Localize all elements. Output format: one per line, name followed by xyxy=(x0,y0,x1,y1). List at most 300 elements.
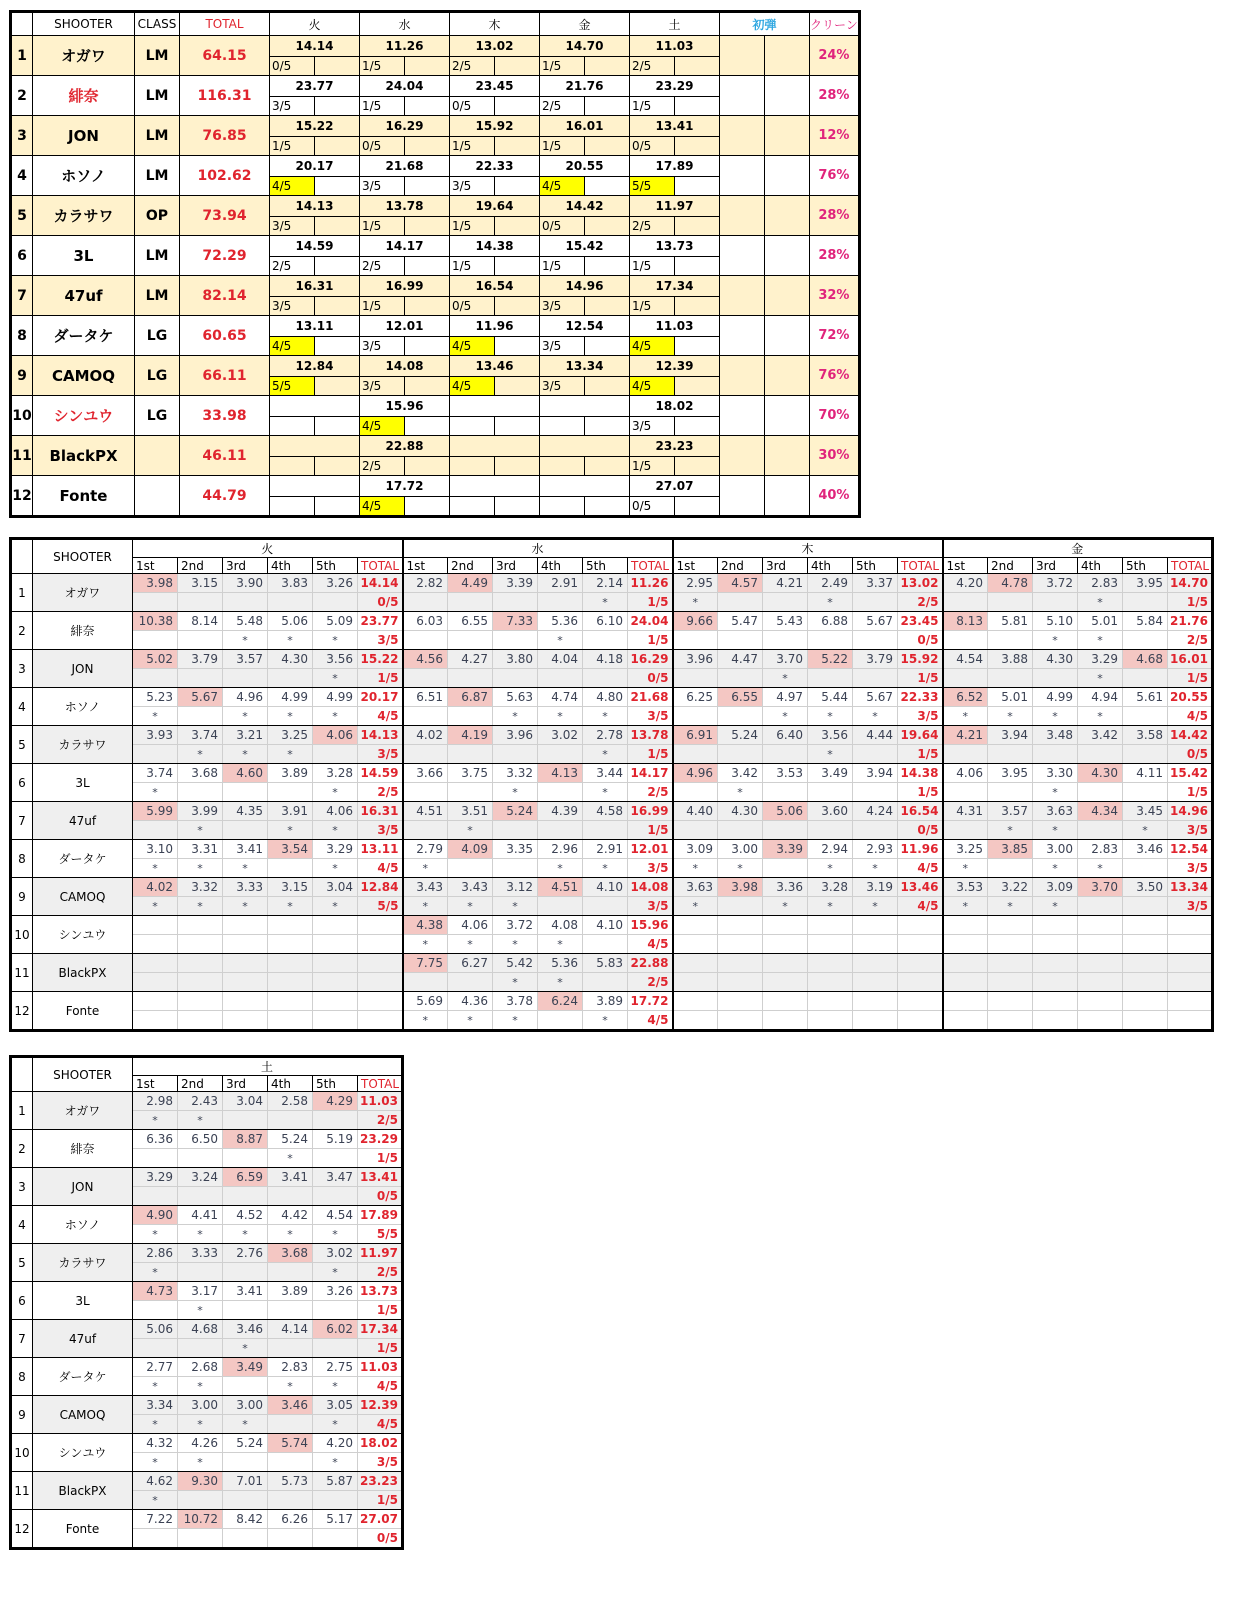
row-number: 4 xyxy=(11,156,33,196)
shot-time xyxy=(1078,954,1123,973)
shot-hit-mark: * xyxy=(673,897,718,916)
row-number: 9 xyxy=(11,356,33,396)
day-time: 23.23 xyxy=(630,436,720,457)
shot-column-header: 3rd xyxy=(493,558,538,574)
shooter-class: LG xyxy=(135,316,180,356)
shot-time: 4.44 xyxy=(853,726,898,745)
shot-hit-mark xyxy=(403,745,448,764)
shot-time xyxy=(673,916,718,935)
shot-hit-mark xyxy=(223,1529,268,1549)
shot-time: 2.83 xyxy=(1078,574,1123,593)
shooter-name: オガワ xyxy=(33,574,133,612)
shot-hit-mark xyxy=(583,897,628,916)
detail-row xyxy=(11,612,1213,631)
day-hits: 1/5 xyxy=(360,217,405,236)
day-blank xyxy=(675,217,720,236)
shot-time: 3.79 xyxy=(853,650,898,669)
shooter-name: 3L xyxy=(33,1282,133,1320)
day-total: 21.76 xyxy=(1168,612,1213,631)
shot-hit-mark xyxy=(538,897,583,916)
shooter-name: 47uf xyxy=(33,1320,133,1358)
day-time xyxy=(450,476,540,497)
shot-hit-mark xyxy=(1123,631,1168,650)
shooter-total: 116.31 xyxy=(180,76,270,116)
shot-hit-mark xyxy=(943,631,988,650)
shot-time xyxy=(808,916,853,935)
day-blank xyxy=(675,337,720,356)
header-num xyxy=(11,539,33,574)
day-total: 13.41 xyxy=(358,1168,403,1187)
shot-time: 4.52 xyxy=(223,1206,268,1225)
shot-hit-mark xyxy=(808,669,853,688)
shot-hit-mark: * xyxy=(313,1415,358,1434)
row-number: 8 xyxy=(11,840,33,878)
day-blank xyxy=(315,417,360,436)
shot-column-header: TOTAL xyxy=(1168,558,1213,574)
day-hits: 1/5 xyxy=(270,137,315,156)
shot-time: 3.31 xyxy=(178,840,223,859)
shot-hit-mark xyxy=(178,593,223,612)
day-hits: 3/5 xyxy=(1168,859,1213,878)
shot-hit-mark xyxy=(313,745,358,764)
day-hits: 3/5 xyxy=(358,821,403,840)
day-time xyxy=(450,436,540,457)
shot-hit-mark: * xyxy=(178,897,223,916)
day-time: 22.88 xyxy=(360,436,450,457)
day-blank xyxy=(315,497,360,517)
shot-hit-mark xyxy=(223,1301,268,1320)
shot-hit-mark xyxy=(133,745,178,764)
shot-hit-mark: * xyxy=(178,1301,223,1320)
shot-time: 3.39 xyxy=(493,574,538,593)
shot-time: 8.13 xyxy=(943,612,988,631)
shooter-name: Fonte xyxy=(33,1510,133,1549)
first-shot-b xyxy=(765,396,810,436)
shot-hit-mark xyxy=(268,859,313,878)
shot-time: 4.18 xyxy=(583,650,628,669)
shot-time: 4.96 xyxy=(223,688,268,707)
shot-time: 10.38 xyxy=(133,612,178,631)
shot-hit-mark xyxy=(268,1263,313,1282)
day-total: 13.78 xyxy=(628,726,673,745)
shot-hit-mark xyxy=(808,935,853,954)
first-shot-a xyxy=(720,116,765,156)
shot-time: 4.34 xyxy=(1078,802,1123,821)
shot-hit-mark xyxy=(313,593,358,612)
shot-time: 2.94 xyxy=(808,840,853,859)
shooter-name: ダータケ xyxy=(33,316,135,356)
shot-hit-mark xyxy=(763,1011,808,1031)
shot-time xyxy=(853,954,898,973)
detail-row xyxy=(11,954,1213,973)
row-number: 7 xyxy=(11,1320,33,1358)
shot-hit-mark: * xyxy=(403,1011,448,1031)
shot-column-header: 3rd xyxy=(763,558,808,574)
shot-time: 3.17 xyxy=(178,1282,223,1301)
shot-hit-mark xyxy=(583,935,628,954)
day-time: 20.55 xyxy=(540,156,630,177)
shot-hit-mark xyxy=(403,821,448,840)
shot-hit-mark xyxy=(223,1263,268,1282)
shot-hit-mark: * xyxy=(268,1377,313,1396)
shot-hit-mark xyxy=(313,1491,358,1510)
shot-time: 3.45 xyxy=(1123,802,1168,821)
day-blank xyxy=(585,177,630,196)
shot-time: 3.49 xyxy=(808,764,853,783)
shot-hit-mark: * xyxy=(538,631,583,650)
shot-time: 4.08 xyxy=(538,916,583,935)
shot-time: 3.99 xyxy=(178,802,223,821)
header-day: 木 xyxy=(450,12,540,36)
first-shot-b xyxy=(765,436,810,476)
day-hits: 3/5 xyxy=(1168,821,1213,840)
shot-time: 5.73 xyxy=(268,1472,313,1491)
day-total: 18.02 xyxy=(358,1434,403,1453)
shot-hit-mark xyxy=(583,631,628,650)
shot-time: 3.33 xyxy=(178,1244,223,1263)
shot-column-header: 5th xyxy=(1123,558,1168,574)
shot-time: 3.26 xyxy=(313,574,358,593)
shot-hit-mark xyxy=(988,669,1033,688)
shot-time: 5.67 xyxy=(178,688,223,707)
shot-time xyxy=(313,916,358,935)
shooter-name: シンユウ xyxy=(33,396,135,436)
day-time: 18.02 xyxy=(630,396,720,417)
day-hits: 4/5 xyxy=(358,707,403,726)
day-total: 15.22 xyxy=(358,650,403,669)
row-number: 3 xyxy=(11,1168,33,1206)
shot-hit-mark: * xyxy=(493,935,538,954)
shot-hit-mark: * xyxy=(178,1377,223,1396)
day-total xyxy=(1168,992,1213,1011)
day-blank xyxy=(405,177,450,196)
shot-time: 3.28 xyxy=(808,878,853,897)
shooter-name: ホソノ xyxy=(33,1206,133,1244)
day-time xyxy=(450,396,540,417)
shot-hit-mark xyxy=(718,973,763,992)
day-hits: 2/5 xyxy=(270,257,315,276)
day-total xyxy=(1168,954,1213,973)
shot-time: 4.51 xyxy=(403,802,448,821)
shot-time: 3.47 xyxy=(313,1168,358,1187)
day-total: 16.31 xyxy=(358,802,403,821)
shot-time: 4.41 xyxy=(178,1206,223,1225)
header-clean: クリーン xyxy=(810,12,860,36)
shot-hit-mark xyxy=(1033,1011,1078,1031)
shot-hit-mark: * xyxy=(313,1453,358,1472)
shot-time: 5.22 xyxy=(808,650,853,669)
shot-time xyxy=(313,992,358,1011)
day-total: 13.73 xyxy=(358,1282,403,1301)
day-blank xyxy=(495,257,540,276)
day-blank xyxy=(405,97,450,116)
day-hits: 0/5 xyxy=(540,217,585,236)
shot-hit-mark xyxy=(808,631,853,650)
shot-column-header: 2nd xyxy=(448,558,493,574)
shot-time: 4.32 xyxy=(133,1434,178,1453)
shot-hit-mark xyxy=(988,593,1033,612)
shooter-name: JON xyxy=(33,116,135,156)
day-hits: 3/5 xyxy=(540,377,585,396)
day-hits: 4/5 xyxy=(898,859,943,878)
shot-hit-mark: * xyxy=(853,859,898,878)
shot-time: 4.06 xyxy=(313,726,358,745)
shot-time: 2.82 xyxy=(403,574,448,593)
shot-time xyxy=(268,916,313,935)
shot-hit-mark: * xyxy=(853,897,898,916)
shot-hit-mark xyxy=(853,593,898,612)
day-total: 11.03 xyxy=(358,1092,403,1111)
shot-time: 5.24 xyxy=(223,1434,268,1453)
row-number: 3 xyxy=(11,116,33,156)
day-hits: 4/5 xyxy=(450,337,495,356)
shooter-class: LM xyxy=(135,76,180,116)
shot-hit-mark xyxy=(268,1453,313,1472)
shot-hit-mark: * xyxy=(133,783,178,802)
shot-time: 3.68 xyxy=(178,764,223,783)
day-hits: 5/5 xyxy=(358,1225,403,1244)
shot-time: 9.66 xyxy=(673,612,718,631)
shot-hit-mark xyxy=(133,821,178,840)
day-hits: 2/5 xyxy=(628,783,673,802)
shot-time: 3.19 xyxy=(853,878,898,897)
detail-row xyxy=(11,726,1213,745)
shot-hit-mark xyxy=(448,973,493,992)
shot-hit-mark xyxy=(763,821,808,840)
shot-hit-mark xyxy=(133,935,178,954)
day-total: 15.92 xyxy=(898,650,943,669)
shot-time: 3.00 xyxy=(178,1396,223,1415)
shooter-name: 緋奈 xyxy=(33,612,133,650)
clean-rate: 28% xyxy=(810,76,860,116)
day-total: 11.03 xyxy=(358,1358,403,1377)
day-blank xyxy=(585,337,630,356)
shot-time: 2.76 xyxy=(223,1244,268,1263)
shot-hit-mark xyxy=(1078,1011,1123,1031)
shot-time: 3.63 xyxy=(1033,802,1078,821)
shot-hit-mark xyxy=(853,669,898,688)
day-blank xyxy=(585,497,630,517)
shot-hit-mark xyxy=(1078,745,1123,764)
shot-column-header: 1st xyxy=(133,558,178,574)
shot-time xyxy=(718,916,763,935)
day-blank xyxy=(495,337,540,356)
shot-time: 4.57 xyxy=(718,574,763,593)
shot-time: 4.06 xyxy=(448,916,493,935)
shot-hit-mark xyxy=(673,707,718,726)
shot-hit-mark: * xyxy=(493,783,538,802)
shot-hit-mark: * xyxy=(763,707,808,726)
day-total: 13.02 xyxy=(898,574,943,593)
shot-time: 4.96 xyxy=(673,764,718,783)
shooter-name: ホソノ xyxy=(33,156,135,196)
shot-time xyxy=(1033,992,1078,1011)
shot-hit-mark xyxy=(268,935,313,954)
shot-time: 3.79 xyxy=(178,650,223,669)
first-shot-a xyxy=(720,276,765,316)
shot-time: 3.37 xyxy=(853,574,898,593)
row-number: 2 xyxy=(11,1130,33,1168)
header-day: 火 xyxy=(270,12,360,36)
shot-time: 3.44 xyxy=(583,764,628,783)
shooter-total: 64.15 xyxy=(180,36,270,76)
shot-hit-mark: * xyxy=(313,859,358,878)
day-blank xyxy=(675,57,720,76)
shot-hit-mark xyxy=(178,935,223,954)
shot-hit-mark xyxy=(403,631,448,650)
shot-time: 2.86 xyxy=(133,1244,178,1263)
day-time: 16.29 xyxy=(360,116,450,137)
shot-hit-mark xyxy=(268,1491,313,1510)
day-total: 17.34 xyxy=(358,1320,403,1339)
shot-time: 4.47 xyxy=(718,650,763,669)
shot-time: 3.35 xyxy=(493,840,538,859)
shot-time: 7.75 xyxy=(403,954,448,973)
day-blank xyxy=(675,137,720,156)
shot-hit-mark xyxy=(268,1529,313,1549)
shot-hit-mark xyxy=(493,631,538,650)
first-shot-b xyxy=(765,316,810,356)
shot-time: 5.09 xyxy=(313,612,358,631)
shot-hit-mark xyxy=(493,821,538,840)
clean-rate: 76% xyxy=(810,356,860,396)
shot-time: 3.48 xyxy=(1033,726,1078,745)
shot-column-header: TOTAL xyxy=(358,1076,403,1092)
shot-time: 3.94 xyxy=(853,764,898,783)
day-hits: 5/5 xyxy=(358,897,403,916)
shot-hit-mark: * xyxy=(718,859,763,878)
shooter-name: CAMOQ xyxy=(33,878,133,916)
day-time: 27.07 xyxy=(630,476,720,497)
shot-hit-mark xyxy=(268,783,313,802)
detail-row xyxy=(11,688,1213,707)
shot-hit-mark: * xyxy=(1033,783,1078,802)
shot-time: 6.50 xyxy=(178,1130,223,1149)
day-hits: 3/5 xyxy=(270,217,315,236)
day-blank xyxy=(405,377,450,396)
first-shot-a xyxy=(720,316,765,356)
shot-hit-mark xyxy=(808,973,853,992)
detail-row xyxy=(11,650,1213,669)
day-hits: 1/5 xyxy=(1168,593,1213,612)
shot-time: 2.83 xyxy=(1078,840,1123,859)
shot-time: 4.40 xyxy=(673,802,718,821)
shot-hit-mark: * xyxy=(583,783,628,802)
shot-time: 8.42 xyxy=(223,1510,268,1529)
shot-time: 6.88 xyxy=(808,612,853,631)
shot-column-header: 1st xyxy=(133,1076,178,1092)
day-time: 11.03 xyxy=(630,316,720,337)
detail-table-weekdays xyxy=(9,537,1214,1032)
shot-time xyxy=(178,916,223,935)
day-blank xyxy=(495,417,540,436)
day-blank xyxy=(675,457,720,476)
shot-hit-mark xyxy=(763,973,808,992)
shot-time: 3.12 xyxy=(493,878,538,897)
day-time: 12.84 xyxy=(270,356,360,377)
shooter-total: 46.11 xyxy=(180,436,270,476)
shot-hit-mark xyxy=(718,821,763,840)
first-shot-b xyxy=(765,36,810,76)
day-time: 14.08 xyxy=(360,356,450,377)
shot-hit-mark xyxy=(493,859,538,878)
shooter-name: CAMOQ xyxy=(33,1396,133,1434)
shot-time: 3.00 xyxy=(718,840,763,859)
day-hits: 2/5 xyxy=(360,257,405,276)
shot-time xyxy=(223,992,268,1011)
shooter-total: 73.94 xyxy=(180,196,270,236)
day-hits: 3/5 xyxy=(360,337,405,356)
day-total xyxy=(358,992,403,1011)
day-blank xyxy=(585,217,630,236)
day-blank xyxy=(315,377,360,396)
day-time: 14.59 xyxy=(270,236,360,257)
shooter-total: 82.14 xyxy=(180,276,270,316)
detail-row xyxy=(11,1510,403,1529)
shot-hit-mark: * xyxy=(1078,707,1123,726)
day-hits: 1/5 xyxy=(628,593,673,612)
shot-hit-mark xyxy=(313,973,358,992)
shot-hit-mark xyxy=(178,783,223,802)
shot-hit-mark xyxy=(988,1011,1033,1031)
shot-time: 3.91 xyxy=(268,802,313,821)
shot-time: 3.04 xyxy=(223,1092,268,1111)
shot-hit-mark xyxy=(223,1149,268,1168)
shot-hit-mark xyxy=(1123,1011,1168,1031)
day-hits xyxy=(270,417,315,436)
shot-time: 4.90 xyxy=(133,1206,178,1225)
row-number: 4 xyxy=(11,688,33,726)
clean-rate: 70% xyxy=(810,396,860,436)
shot-hit-mark: * xyxy=(223,631,268,650)
day-total: 20.17 xyxy=(358,688,403,707)
shot-time xyxy=(223,954,268,973)
shot-hit-mark: * xyxy=(673,859,718,878)
shot-hit-mark: * xyxy=(133,1111,178,1130)
row-number: 2 xyxy=(11,612,33,650)
shot-time: 4.97 xyxy=(763,688,808,707)
shot-time: 2.75 xyxy=(313,1358,358,1377)
shot-hit-mark xyxy=(1078,897,1123,916)
shot-time: 3.96 xyxy=(673,650,718,669)
shot-hit-mark xyxy=(1033,745,1078,764)
day-blank xyxy=(315,177,360,196)
shot-hit-mark xyxy=(223,1491,268,1510)
shot-time xyxy=(178,992,223,1011)
shot-time: 4.56 xyxy=(403,650,448,669)
day-hits xyxy=(540,417,585,436)
shot-time: 4.62 xyxy=(133,1472,178,1491)
row-number: 6 xyxy=(11,764,33,802)
shot-time xyxy=(943,954,988,973)
day-hits: 3/5 xyxy=(360,177,405,196)
shooter-name: 緋奈 xyxy=(33,76,135,116)
shot-time: 3.75 xyxy=(448,764,493,783)
shot-time: 6.10 xyxy=(583,612,628,631)
shot-hit-mark xyxy=(178,1149,223,1168)
shot-time: 5.74 xyxy=(268,1434,313,1453)
summary-row xyxy=(11,196,860,217)
day-hits: 0/5 xyxy=(358,1187,403,1206)
shot-time: 5.81 xyxy=(988,612,1033,631)
shot-column-header: 3rd xyxy=(1033,558,1078,574)
shooter-name: オガワ xyxy=(33,36,135,76)
shot-hit-mark: * xyxy=(1078,669,1123,688)
detail-row xyxy=(11,840,1213,859)
first-shot-a xyxy=(720,76,765,116)
day-total: 14.08 xyxy=(628,878,673,897)
day-hits xyxy=(898,973,943,992)
